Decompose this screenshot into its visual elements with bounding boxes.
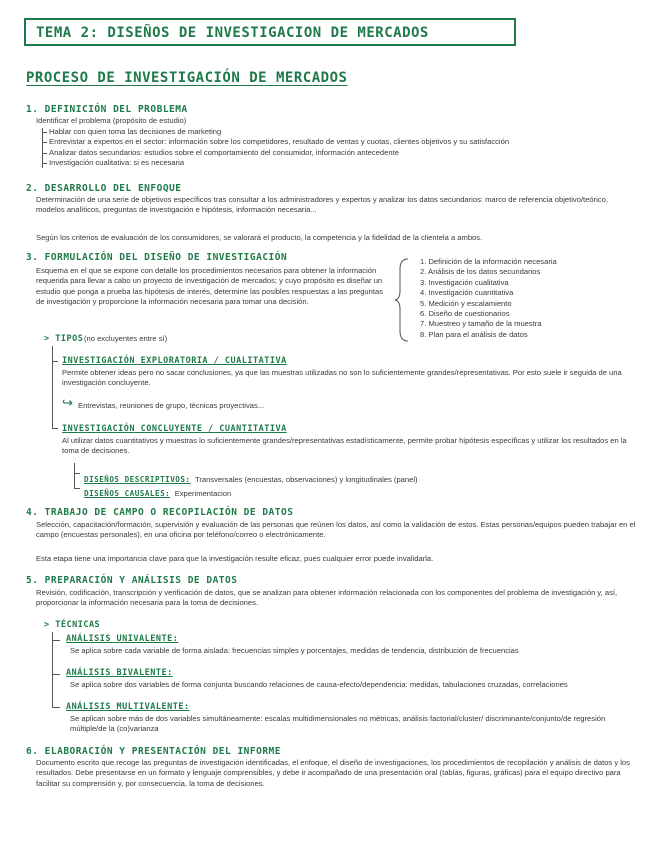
s4-heading: 4. TRABAJO DE CAMPO O RECOPILACIÓN DE DATOS <box>26 507 294 518</box>
list-item: 4. Investigación cuantitativa <box>420 288 514 298</box>
s3-paragraph: Esquema en el que se expone con detalle los procedimientos necesarios para obtener la información requerida para llevar a cabo un proyecto de investigación de mercados; y cuyo propósito es diseñar un estudio que ponga a prueba las hipótesis de interés, determine las posibles respuestas a las preguntas de investigación y proporcione la información necesaria para tomar una decisión. <box>36 266 384 307</box>
conc-text: Al utilizar datos cuantitativos y muestras lo suficientemente grandes/representativas estadísticamente, permite probar hipótesis específicas y utilizar los resultados en la toma de decisiones. <box>62 436 627 456</box>
tecnicas-bracket <box>52 632 53 708</box>
s3-steps-list <box>420 257 640 340</box>
s3-tipos-note: (no excluyentes entre sí) <box>84 334 168 343</box>
s6-heading: 6. ELABORACIÓN Y PRESENTACIÓN DEL INFORME <box>26 746 281 757</box>
desc-label: DISEÑOS DESCRIPTIVOS: <box>84 475 191 484</box>
s1-list <box>42 127 642 169</box>
s1-item: Investigación cualitativa: si es necesaria <box>42 158 642 168</box>
uni-text: Se aplica sobre cada variable de forma aislada: frecuencias simples y porcentajes, medidas de tendencia, distribución de frecuencias <box>70 646 519 655</box>
expl-examples: Entrevistas, reuniones de grupo, técnicas proyectivas... <box>78 401 265 410</box>
s3-brace <box>394 257 412 343</box>
s1-heading: 1. DEFINICIÓN DEL PROBLEMA <box>26 104 188 115</box>
biv-text: Se aplica sobre dos variables de forma conjunta buscando relaciones de causa-efecto/dependencia: medidas, tabulaciones cruzadas, correlaciones <box>70 680 568 689</box>
list-item: 6. Diseño de cuestionarios <box>420 309 510 319</box>
list-item: 2. Análisis de los datos secundarios <box>420 267 541 277</box>
caus-text: Experimentacion <box>174 489 232 498</box>
s5-heading: 5. PREPARACIÓN Y ANÁLISIS DE DATOS <box>26 575 238 586</box>
s2-heading: 2. DESARROLLO DEL ENFOQUE <box>26 183 182 194</box>
list-item: 1. Definición de la información necesaria <box>420 257 557 266</box>
s2-paragraph-2: Según los criterios de evaluación de los consumidores, se valorará el producto, la competencia y la fidelidad de la clientela a ambos. <box>36 233 483 242</box>
s1-item: Entrevistar a expertos en el sector: información sobre los competidores, resultado de ventas y cuotas, clientes objetivos y su satisfacción <box>42 137 642 147</box>
s2-paragraph-1: Determinación de una serie de objetivos específicos tras consultar a los administradores y expertos y analizar los datos secundarios: marco de referencia objetivo/teórico, modelos analíticos, preguntas de investigación e hipótesis, información necesaria... <box>36 195 608 215</box>
section-title: PROCESO DE INVESTIGACIÓN DE MERCADOS <box>26 70 348 86</box>
uni-title: ANÁLISIS UNIVALENTE: <box>66 634 179 644</box>
list-item: 7. Muestreo y tamaño de la muestra <box>420 319 542 329</box>
s4-paragraph-2: Esta etapa tiene una importancia clave para que la investigación resulte eficaz, pues cualquier error puede invalidarla. <box>36 554 434 563</box>
s3-heading: 3. FORMULACIÓN DEL DISEÑO DE INVESTIGACIÓN <box>26 252 288 263</box>
page-title: TEMA 2: DISEÑOS DE INVESTIGACION DE MERCADOS <box>36 25 429 41</box>
conc-title: INVESTIGACIÓN CONCLUYENTE / CUANTITATIVA <box>62 424 287 434</box>
caus-label: DISEÑOS CAUSALES: <box>84 489 171 498</box>
s5-tecnicas-label: > TÉCNICAS <box>44 620 101 630</box>
s1-item: Hablar con quien toma las decisiones de marketing <box>42 127 642 137</box>
s1-intro: Identificar el problema (propósito de estudio) <box>36 116 187 125</box>
caus-row <box>84 483 231 501</box>
s4-paragraph-1: Selección, capacitación/formación, supervisión y evaluación de las personas que reúnen los datos, así como la validación de estos. Estas personas/equipos pueden trabajar en el campo (encuestas personales), en una oficina por teléfono/correo o electrónicamente. <box>36 520 636 540</box>
s3-tipos-label: > TIPOS <box>44 334 84 344</box>
designs-bracket <box>74 463 75 489</box>
list-item: 3. Investigación cualitativa <box>420 277 509 287</box>
desc-text: Transversales (encuestas, observaciones) y longitudinales (panel) <box>194 475 418 484</box>
tipos-bracket <box>52 346 53 428</box>
s5-paragraph: Revisión, codificación, transcripción y verificación de datos, que se analizan para obtener información relacionada con los componentes del problema de investigación y, así, proporcionar la información necesaria para la toma de decisiones. <box>36 588 618 608</box>
curved-arrow-icon: ↪ <box>62 395 73 410</box>
s6-paragraph: Documento escrito que recoge las preguntas de investigación identificadas, el enfoque, el diseño de investigaciones, los procedimientos de recopilación y análisis de datos y los resultados. Debe presentarse en un formato y lenguaje comprensibles, y debe ir acompañado de una presentación oral (tablas, figuras, gráficas) para el equipo directivo para facilitar su comprensión y, por consecuencia, la toma de decisiones. <box>36 758 630 788</box>
biv-title: ANÁLISIS BIVALENTE: <box>66 668 173 678</box>
expl-text: Permite obtener ideas pero no sacar conclusiones, ya que las muestras utilizadas no son lo suficientemente grandes/representativas. Por esto suele ir seguida de una investigación concluyente. <box>62 368 622 388</box>
expl-title: INVESTIGACIÓN EXPLORATORIA / CUALITATIVA <box>62 356 287 366</box>
s1-item: Analizar datos secundarios: estudios sobre el comportamiento del consumidor, información antecedente <box>42 148 642 158</box>
title-box <box>24 18 516 46</box>
list-item: 8. Plan para el análisis de datos <box>420 329 528 339</box>
list-item: 5. Medición y escalamiento <box>420 298 512 308</box>
mul-title: ANÁLISIS MULTIVALENTE: <box>66 702 190 712</box>
mul-text: Se aplican sobre más de dos variables simultáneamente: escalas multidimensionales no métricas, análisis factorial/cluster/ discriminante/conjunto/de regresión múltiple/de la (co)varianza <box>70 714 606 734</box>
